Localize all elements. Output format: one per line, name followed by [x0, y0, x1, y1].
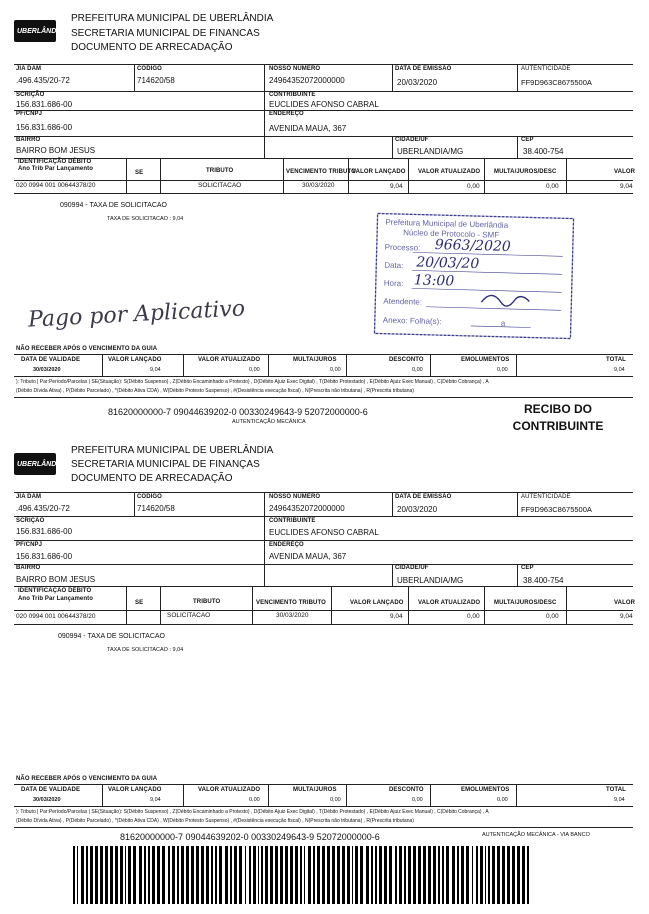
barcode-bar	[522, 846, 525, 904]
barcode-bar	[144, 846, 146, 904]
total-value: 9,04	[614, 367, 625, 373]
barcode-bar	[461, 846, 464, 904]
barcode-bar	[507, 846, 510, 904]
barcode-bar	[404, 846, 406, 904]
emolumentos-value-2: 0,00	[497, 797, 508, 803]
barcode-bar	[110, 846, 113, 904]
desconto-value-2: 0,00	[412, 797, 423, 803]
header2-line2: SECRETARIA MUNICIPAL DE FINANÇAS	[71, 459, 260, 470]
barcode-bar	[239, 846, 242, 904]
lancado-header-2: VALOR LANÇADO	[350, 600, 404, 606]
endereco-label: ENDEREÇO	[269, 111, 304, 117]
atualizado-value: 0,00	[249, 367, 260, 373]
legend-line1-2: ): Tributo | Par:Período/Parcelas | SE(Situação): S(Débito Suspenso) , Z(Débito Encaminhado a Protesto) , D(Débito Ajuiz Exec Digital) , T(Débito Protestado) , E(Débito Ajuiz Exec Manual) , C(Débito Cobrança) , A	[16, 809, 489, 815]
bairro-label-2: BAIRRO	[16, 565, 41, 571]
barcode-bar	[81, 846, 84, 904]
se-header: SE	[135, 170, 144, 176]
debit-venc: 30/03/2020	[302, 182, 335, 189]
barcode-bar	[466, 846, 469, 904]
debit-lancado-2: 9,04	[390, 613, 403, 620]
barcode-bar	[234, 846, 237, 904]
tributo-header-2: TRIBUTO	[193, 599, 221, 605]
barcode-bar	[384, 846, 387, 904]
header-line2: SECRETARIA MUNICIPAL DE FINANCAS	[71, 28, 260, 39]
contribuinte-value: EUCLIDES AFONSO CABRAL	[269, 100, 379, 109]
nosso-numero-value: 24964352072000000	[269, 76, 345, 85]
barcode-bar	[168, 846, 170, 904]
bairro-value-2: BAIRRO BOM JESUS	[16, 575, 96, 584]
validade-label-2: DATA DE VALIDADE	[21, 787, 81, 793]
debit-atualizado-2: 0,00	[467, 613, 480, 620]
barcode-bar	[225, 846, 228, 904]
autenticacao-mecanica-1: AUTENTICAÇÃO MECÂNICA	[232, 419, 306, 425]
barcode-bar	[186, 846, 189, 904]
header-line3: DOCUMENTO DE ARRECADAÇÃO	[71, 42, 233, 53]
desc-line2: TAXA DE SOLICITACAO : 9,04	[107, 216, 184, 222]
dam-label: JIA DAM	[16, 66, 42, 72]
total-label-2: TOTAL	[606, 787, 626, 793]
barcode-bar	[258, 846, 259, 904]
codigo-label: CODIGO	[137, 66, 162, 72]
barcode-bar	[428, 846, 431, 904]
barcode-bar	[196, 846, 199, 904]
barcode	[73, 846, 530, 904]
barcode-bar	[100, 846, 103, 904]
barcode-bar	[152, 846, 155, 904]
barcode-bar	[379, 846, 382, 904]
barcode-bar	[162, 846, 165, 904]
stamp-data-value: 20/03/20	[416, 254, 480, 273]
barcode-bar	[355, 846, 358, 904]
ident-debito-header-2: IDENTIFICAÇÃO DÉBITO	[18, 588, 92, 594]
multa-header: MULTA/JUROS/DESC	[494, 169, 557, 175]
inscricao-value-2: 156.831.686-00	[16, 527, 73, 536]
valor-header: VALOR	[614, 169, 636, 175]
autenticidade-label-2: AUTENTICIDADE	[521, 494, 571, 500]
cpf-label: PF/CNPJ	[16, 111, 43, 117]
barcode-bar	[438, 846, 440, 904]
vencimento-header: VENCIMENTO TRIBUTO	[286, 169, 356, 175]
bairro-value: BAIRRO BOM JESUS	[16, 146, 96, 155]
barcode-bar	[408, 846, 411, 904]
multa-label: MULTA/JUROS	[293, 357, 337, 363]
stamp-hora-value: 13:00	[413, 272, 455, 290]
cidade-value: UBERLANDIA/MG	[397, 147, 464, 156]
lancado-header: VALOR LANÇADO	[352, 169, 406, 175]
header2-line3: DOCUMENTO DE ARRECADAÇÃO	[71, 473, 233, 484]
logo-text: UBERLÂNDIA	[17, 28, 64, 35]
cpf-value-2: 156.831.686-00	[16, 552, 73, 561]
contribuinte-label-2: CONTRIBUINTE	[269, 518, 316, 524]
barcode-bar	[219, 846, 222, 904]
barcode-bar	[261, 846, 263, 904]
barcode-bar	[366, 846, 369, 904]
barcode-bar	[115, 846, 118, 904]
barcode-bar	[86, 846, 88, 904]
contribuinte-value-2: EUCLIDES AFONSO CABRAL	[269, 528, 379, 537]
multa-value: 0,00	[330, 367, 341, 373]
barcode-bar	[337, 846, 340, 904]
warning-text-2: NÃO RECEBER APÓS O VENCIMENTO DA GUIA	[16, 776, 158, 782]
cpf-value: 156.831.686-00	[16, 123, 73, 132]
barcode-bar	[371, 846, 373, 904]
emolumentos-value: 0,00	[497, 367, 508, 373]
cep-label-2: CEP	[521, 565, 534, 571]
inscricao-label-2: SCRIÇÃO	[16, 518, 45, 524]
header2-line1: PREFEITURA MUNICIPAL DE UBERLÂNDIA	[71, 445, 274, 456]
lancado-value-2: 9,04	[150, 797, 161, 803]
endereco-value-2: AVENIDA MAUA, 367	[269, 552, 347, 561]
barcode-bar	[332, 846, 335, 904]
stamp-anexo-label: Anexo: Folha(s):	[382, 315, 442, 327]
multa-value-2: 0,00	[330, 797, 341, 803]
codigo-value-2: 714620/58	[137, 504, 175, 513]
dam-value: .496.435/20-72	[16, 76, 70, 85]
protocol-stamp	[370, 209, 577, 344]
barcode-bar	[133, 846, 136, 904]
legend-line2: (Débito Dívida Ativa) , P(Débito Parcelado) , *(Débito Ativa CDA) , W(Débito Protesto Suspenso) , #(Desistência execução fiscal) , N(Prescrita não tributana) , R(Prescrita tributana)	[16, 388, 414, 394]
barcode-bar	[105, 846, 108, 904]
autenticidade-value-2: FF9D963C8675500A	[521, 505, 592, 514]
barcode-bar	[304, 846, 305, 904]
debit-valor-2: 9,04	[620, 613, 633, 620]
stamp-processo-label: Processo:	[384, 242, 421, 253]
valor-header-2: VALOR	[614, 600, 636, 606]
barcode-bar	[300, 846, 302, 904]
barcode-bar	[181, 846, 184, 904]
cep-label: CEP	[521, 137, 534, 143]
barcode-bar	[249, 846, 251, 904]
desc-line1-2: 090994 - TAXA DE SOLICITACAO	[58, 633, 165, 640]
legend-line1: ): Tributo | Par:Período/Parcelas | SE(Situação): S(Débito Suspenso) , Z(Débito Encaminhado a Protesto) , D(Débito Ajuiz Exec Digital) , T(Débito Protestado) , E(Débito Ajuiz Exec Manual) , C(Débito Cobrança) , A	[16, 379, 489, 385]
barcode-bar	[492, 846, 495, 904]
codigo-value: 714620/58	[137, 76, 175, 85]
barcode-bar	[317, 846, 320, 904]
codigo-label-2: CODIGO	[137, 494, 162, 500]
cidade-label: CIDADE/UF	[395, 137, 429, 143]
barcode-bar	[347, 846, 350, 904]
debit-lancado: 9,04	[390, 183, 403, 190]
barcode-bar	[139, 846, 142, 904]
emolumentos-label-2: EMOLUMENTOS	[461, 787, 510, 793]
desc-line2-2: TAXA DE SOLICITACAO : 9,04	[107, 647, 184, 653]
recibo-contribuinte: RECIBO DO CONTRIBUINTE	[512, 402, 604, 433]
barcode-bar	[485, 846, 486, 904]
cep-value: 38.400-754	[523, 147, 564, 156]
validade-value: 30/03/2020	[33, 367, 61, 373]
barcode-line-2: 81620000000-7 09044639202-0 00330249643-9 52072000000-6	[120, 832, 380, 842]
uberlandia-logo	[14, 20, 64, 42]
bairro-label: BAIRRO	[16, 137, 41, 143]
barcode-bar	[342, 846, 345, 904]
stamp-line1: Prefeitura Municipal de Uberlândia	[385, 217, 509, 230]
barcode-bar	[191, 846, 194, 904]
autenticidade-value: FF9D963C8675500A	[521, 78, 592, 87]
barcode-bar	[120, 846, 123, 904]
logo-text-2: UBERLÂNDIA	[17, 461, 64, 468]
handwritten-note: Pago por Aplicativo	[27, 296, 246, 333]
barcode-bar	[452, 846, 455, 904]
barcode-bar	[313, 846, 315, 904]
atualizado-header-2: VALOR ATUALIZADO	[418, 600, 481, 606]
barcode-bar	[360, 846, 363, 904]
atualizado-label: VALOR ATUALIZADO	[198, 357, 261, 363]
endereco-label-2: ENDEREÇO	[269, 542, 304, 548]
barcode-bar	[395, 846, 397, 904]
barcode-bar	[488, 846, 490, 904]
barcode-bar	[90, 846, 93, 904]
barcode-bar	[285, 846, 288, 904]
barcode-bar	[253, 846, 256, 904]
barcode-bar	[389, 846, 392, 904]
debit-tributo-2: SOLICITACAO	[167, 612, 211, 619]
barcode-bar	[95, 846, 98, 904]
barcode-bar	[73, 846, 75, 904]
uberlandia-logo-2	[14, 453, 64, 475]
barcode-bar	[517, 846, 520, 904]
debit-tributo: SOLICITACAO	[198, 182, 242, 189]
debit-valor: 9,04	[620, 183, 633, 190]
barcode-line-1: 81620000000-7 09044639202-0 00330249643-9 52072000000-6	[108, 407, 368, 417]
emolumentos-label: EMOLUMENTOS	[461, 357, 510, 363]
barcode-bar	[230, 846, 232, 904]
debit-venc-2: 30/03/2020	[276, 612, 309, 619]
total-value-2: 9,04	[614, 797, 625, 803]
endereco-value: AVENIDA MAUA, 367	[269, 124, 347, 133]
stamp-processo-value: 9663/2020	[434, 236, 511, 255]
debit-multa: 0,00	[546, 183, 559, 190]
barcode-bar	[322, 846, 325, 904]
barcode-bar	[457, 846, 459, 904]
barcode-bar	[327, 846, 330, 904]
barcode-bar	[423, 846, 426, 904]
multa-label-2: MULTA/JUROS	[293, 787, 337, 793]
barcode-bar	[211, 846, 213, 904]
stamp-data-label: Data:	[384, 260, 404, 271]
desconto-label: DESCONTO	[389, 357, 424, 363]
contribuinte-label: CONTRIBUINTE	[269, 92, 316, 98]
inscricao-value: 156.831.686-00	[16, 100, 73, 109]
barcode-bar	[472, 846, 473, 904]
barcode-bar	[157, 846, 160, 904]
emissao-value: 20/03/2020	[397, 78, 438, 87]
barcode-bar	[172, 846, 175, 904]
barcode-bar	[245, 846, 246, 904]
inscricao-label: SCRIÇÃO	[16, 92, 45, 98]
ident-debito-subheader-2: Ano Trib Par Lançamento	[18, 596, 93, 602]
total-label: TOTAL	[606, 357, 626, 363]
tributo-header: TRIBUTO	[206, 168, 234, 174]
stamp-anexo-value: a	[500, 318, 506, 328]
emissao-label-2: DATA DE EMISSÃO	[395, 494, 452, 500]
barcode-bar	[280, 846, 283, 904]
dam-label-2: JIA DAM	[16, 494, 42, 500]
barcode-bar	[527, 846, 529, 904]
dam-value-2: .496.435/20-72	[16, 504, 70, 513]
stamp-hora-label: Hora:	[383, 278, 404, 289]
barcode-bar	[270, 846, 273, 904]
nosso-numero-label: NOSSO NÚMERO	[269, 66, 321, 72]
cpf-label-2: PF/CNPJ	[16, 542, 43, 548]
multa-header-2: MULTA/JUROS/DESC	[494, 600, 557, 606]
barcode-bar	[215, 846, 217, 904]
barcode-bar	[148, 846, 150, 904]
barcode-bar	[308, 846, 311, 904]
lancado-label-2: VALOR LANÇADO	[108, 787, 162, 793]
barcode-bar	[201, 846, 204, 904]
debit-atualizado: 0,00	[467, 183, 480, 190]
desconto-label-2: DESCONTO	[389, 787, 424, 793]
nosso-numero-value-2: 24964352072000000	[269, 504, 345, 513]
emissao-label: DATA DE EMISSÃO	[395, 66, 452, 72]
barcode-bar	[446, 846, 449, 904]
barcode-bar	[476, 846, 478, 904]
desc-line1: 090994 - TAXA DE SOLICITACAO	[60, 202, 167, 209]
ident-debito-header: IDENTIFICAÇÃO DÉBITO	[18, 159, 92, 165]
vencimento-header-2: VENCIMENTO TRIBUTO	[256, 600, 326, 606]
desconto-value: 0,00	[412, 367, 423, 373]
atualizado-header: VALOR ATUALIZADO	[418, 169, 481, 175]
barcode-bar	[512, 846, 515, 904]
barcode-bar	[480, 846, 483, 904]
validade-value-2: 30/03/2020	[33, 797, 61, 803]
debit-multa-2: 0,00	[546, 613, 559, 620]
se-header-2: SE	[135, 600, 144, 606]
emissao-value-2: 20/03/2020	[397, 505, 438, 514]
debit-ident: 020 0994 001 00644378/20	[16, 182, 96, 189]
barcode-bar	[265, 846, 268, 904]
barcode-bar	[413, 846, 416, 904]
atualizado-label-2: VALOR ATUALIZADO	[198, 787, 261, 793]
autenticidade-label: AUTENTICIDADE	[521, 66, 571, 72]
barcode-bar	[418, 846, 421, 904]
barcode-bar	[497, 846, 500, 904]
barcode-bar	[442, 846, 444, 904]
barcode-bar	[352, 846, 353, 904]
barcode-bar	[125, 846, 126, 904]
barcode-bar	[375, 846, 377, 904]
barcode-bar	[77, 846, 78, 904]
cep-value-2: 38.400-754	[523, 576, 564, 585]
warning-text: NÃO RECEBER APÓS O VENCIMENTO DA GUIA	[16, 346, 158, 352]
barcode-bar	[275, 846, 278, 904]
ident-debito-subheader: Ano Trib Par Lançamento	[18, 166, 93, 172]
autenticacao-mecanica-2: AUTENTICAÇÃO MECÂNICA - VIA BANCO	[482, 832, 590, 838]
barcode-bar	[502, 846, 505, 904]
barcode-bar	[206, 846, 209, 904]
debit-ident-2: 020 0994 001 00644378/20	[16, 613, 96, 620]
barcode-bar	[433, 846, 436, 904]
cidade-value-2: UBERLANDIA/MG	[397, 576, 464, 585]
lancado-value: 9,04	[150, 367, 161, 373]
header-line1: PREFEITURA MUNICIPAL DE UBERLÂNDIA	[71, 13, 274, 24]
legend-line2-2: (Débito Dívida Ativa) , P(Débito Parcelado) , *(Débito Ativa CDA) , W(Débito Protesto Suspenso) , #(Desistência execução fiscal) , N(Prescrita não tributana) , R(Prescrita tributana)	[16, 818, 414, 824]
barcode-bar	[177, 846, 179, 904]
cidade-label-2: CIDADE/UF	[395, 565, 429, 571]
stamp-line2: Núcleo de Protocolo - SMF	[403, 228, 500, 240]
lancado-label: VALOR LANÇADO	[108, 357, 162, 363]
barcode-bar	[128, 846, 131, 904]
barcode-bar	[290, 846, 293, 904]
atualizado-value-2: 0,00	[249, 797, 260, 803]
barcode-bar	[399, 846, 402, 904]
validade-label: DATA DE VALIDADE	[21, 357, 81, 363]
nosso-numero-label-2: NOSSO NÚMERO	[269, 494, 321, 500]
stamp-atendente-label: Atendente:	[383, 296, 423, 307]
barcode-bar	[295, 846, 298, 904]
